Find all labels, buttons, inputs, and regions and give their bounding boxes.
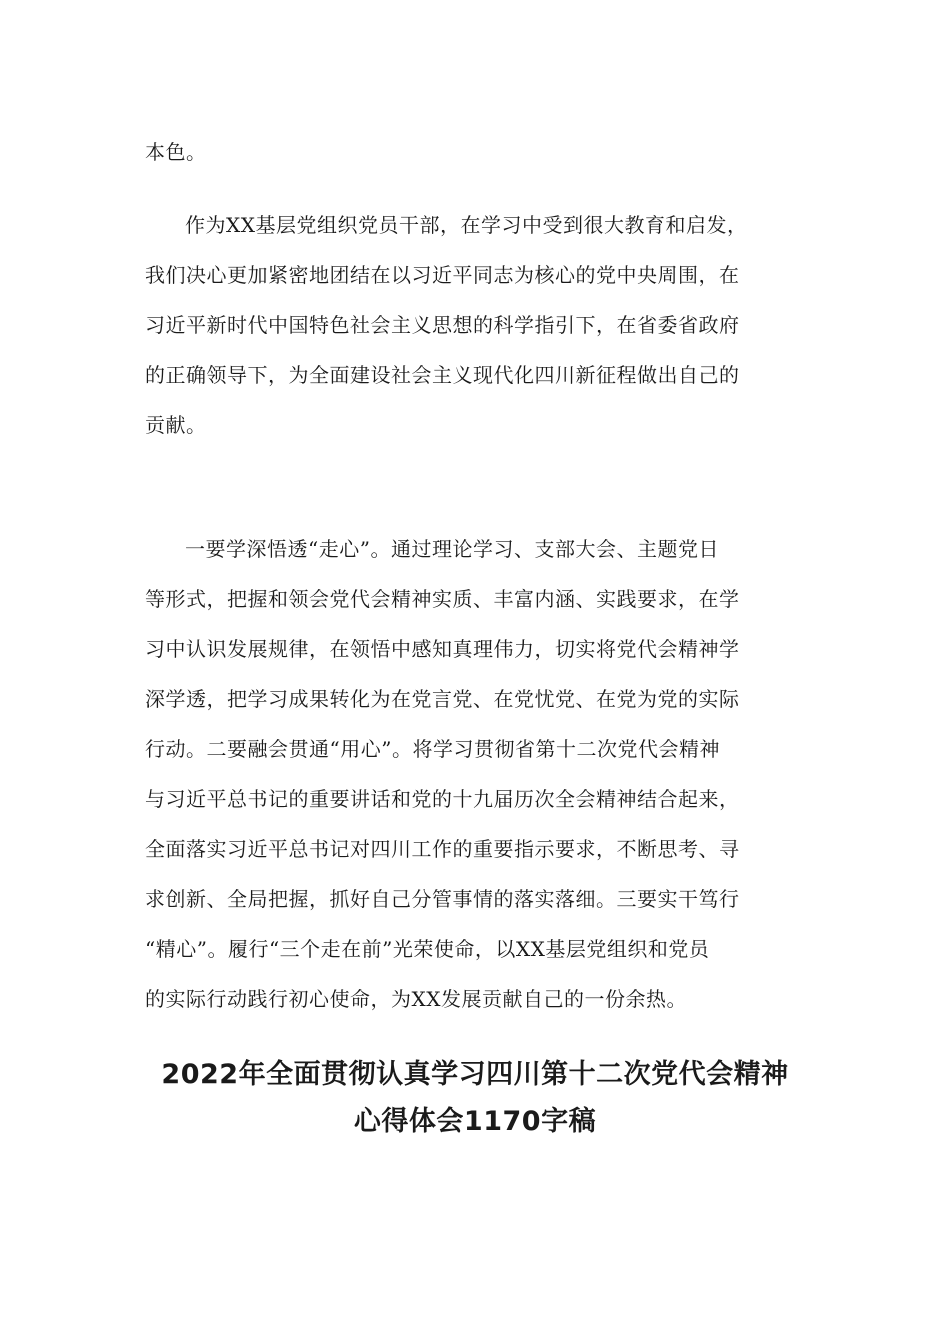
- paragraph-1-line-3: 习近平新时代中国特色社会主义思想的科学指引下，在省委省政府: [145, 313, 740, 337]
- paragraph-2-line-9: “精心”。履行“三个走在前”光荣使命，以XX基层党组织和党员: [145, 937, 710, 961]
- paragraph-fragment: 本色。: [145, 140, 207, 164]
- paragraph-2-line-4: 深学透，把学习成果转化为在党言党、在党忧党、在党为党的实际: [145, 687, 740, 711]
- paragraph-2-line-3: 习中认识发展规律，在领悟中感知真理伟力，切实将党代会精神学: [145, 637, 740, 661]
- paragraph-2-line-6: 与习近平总书记的重要讲话和党的十九届历次全会精神结合起来，: [145, 787, 740, 811]
- paragraph-2-line-8: 求创新、全局把握，抓好自己分管事情的落实落细。三要实干笃行: [145, 887, 740, 911]
- paragraph-1-line-1: 作为XX基层党组织党员干部，在学习中受到很大教育和启发，: [185, 213, 748, 237]
- paragraph-2-line-2: 等形式，把握和领会党代会精神实质、丰富内涵、实践要求，在学: [145, 587, 740, 611]
- paragraph-2-line-5: 行动。二要融会贯通“用心”。将学习贯彻省第十二次党代会精神: [145, 737, 720, 761]
- document-title-line-1: 2022年全面贯彻认真学习四川第十二次党代会精神: [161, 1059, 789, 1090]
- document-title-line-2: 心得体会1170字稿: [353, 1106, 597, 1137]
- paragraph-2-line-7: 全面落实习近平总书记对四川工作的重要指示要求，不断思考、寻: [145, 837, 740, 861]
- paragraph-1-line-2: 我们决心更加紧密地团结在以习近平同志为核心的党中央周围，在: [145, 263, 740, 287]
- paragraph-2-line-1: 一要学深悟透“走心”。通过理论学习、支部大会、主题党日: [185, 537, 719, 561]
- paragraph-2-line-10: 的实际行动践行初心使命，为XX发展贡献自己的一份余热。: [145, 987, 687, 1011]
- paragraph-1-line-5: 贡献。: [145, 413, 207, 437]
- paragraph-1-line-4: 的正确领导下，为全面建设社会主义现代化四川新征程做出自己的: [145, 363, 740, 387]
